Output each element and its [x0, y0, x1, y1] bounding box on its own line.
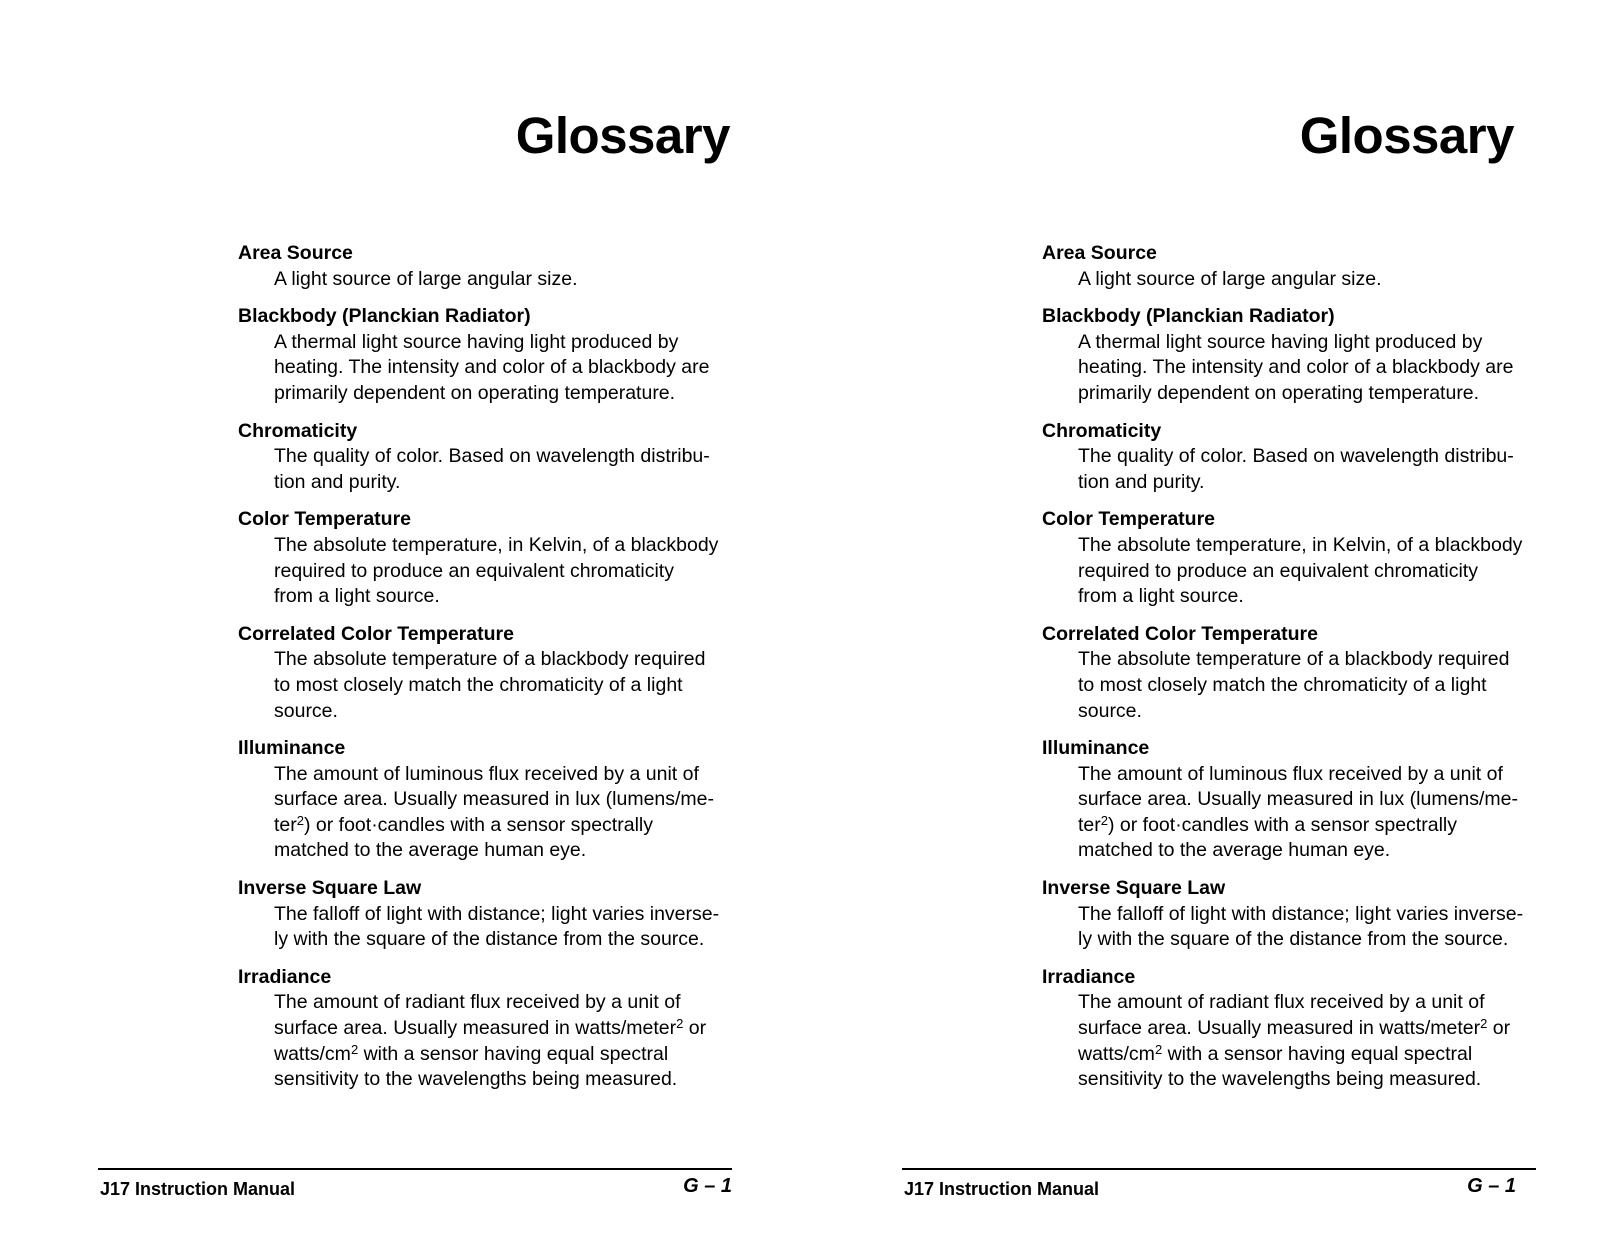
definition-line: The amount of luminous flux received by a unit of	[274, 762, 699, 785]
definition-line: watts/$cm^2$ with a sensor having equal spectral	[274, 1041, 669, 1065]
definition-line: heating. The intensity and color of a blackbody are	[274, 356, 710, 379]
definition-line: surface area. Usually measured in watts/meter$^2$ or	[274, 1016, 707, 1040]
definition-line: A thermal light source having light produced by	[274, 330, 679, 353]
glossary-term: Area Source	[1042, 242, 1157, 264]
glossary-term: Correlated Color Temperature	[1042, 622, 1318, 645]
definition-line: to most closely match the chromaticity of a light	[274, 673, 683, 696]
glossary-term: Inverse Square Law	[1042, 877, 1226, 900]
definition-line: tion and purity.	[274, 470, 401, 493]
glossary-entry	[1042, 736, 1562, 864]
glossary-term: Color Temperature	[1042, 508, 1216, 531]
definition-line: The falloff of light with distance; light varies inverse-	[274, 902, 720, 925]
glossary-definition	[1078, 647, 1562, 724]
definition-line: to most closely match the chromaticity of a light	[1078, 673, 1487, 696]
glossary-list	[1042, 241, 1562, 1105]
glossary-definition	[274, 902, 758, 953]
glossary-term: Color Temperature	[238, 508, 412, 531]
definition-line: tion and purity.	[1078, 470, 1205, 493]
definition-line: The amount of radiant flux received by a unit of	[1078, 991, 1485, 1014]
glossary-definition	[1078, 444, 1562, 495]
definition-line: A thermal light source having light produced by	[1078, 330, 1483, 353]
glossary-definition	[274, 267, 758, 293]
definition-line: ter$^2$) or foot·candles with a sensor spectrally	[1078, 812, 1457, 836]
glossary-definition	[274, 990, 758, 1092]
definition-line: The quality of color. Based on wavelength distribu-	[1078, 445, 1514, 468]
glossary-term: Illuminance	[238, 737, 346, 760]
definition-line: sensitivity to the wavelengths being measured.	[1078, 1068, 1482, 1091]
definition-line: The amount of luminous flux received by a unit of	[1078, 762, 1503, 785]
glossary-definition	[1078, 267, 1562, 293]
glossary-term: Irradiance	[1042, 965, 1136, 988]
definition-line: The absolute temperature, in Kelvin, of a blackbody	[274, 533, 719, 556]
glossary-definition	[274, 762, 758, 864]
definition-line: surface area. Usually measured in watts/meter$^2$ or	[1078, 1016, 1511, 1040]
definition-line: A light source of large angular size.	[274, 267, 578, 290]
glossary-term: Illuminance	[1042, 737, 1150, 760]
definition-line: source.	[1078, 699, 1142, 722]
definition-line: The falloff of light with distance; light varies inverse-	[1078, 902, 1524, 925]
definition-line: sensitivity to the wavelengths being measured.	[274, 1068, 678, 1091]
page-title: Glossary	[515, 107, 730, 164]
definition-line: heating. The intensity and color of a blackbody are	[1078, 356, 1514, 379]
definition-line: required to produce an equivalent chromaticity	[1078, 559, 1478, 582]
glossary-list	[238, 241, 758, 1105]
footer-page-number: G – 1	[683, 1175, 732, 1197]
definition-line: surface area. Usually measured in lux (lumens/me-	[1078, 788, 1519, 811]
footer-page-number: G – 1	[1467, 1175, 1516, 1197]
glossary-entry	[1042, 965, 1562, 1093]
glossary-term: Blackbody (Planckian Radiator)	[238, 305, 531, 328]
glossary-definition	[274, 444, 758, 495]
footer-divider	[902, 1168, 1536, 1170]
glossary-entry	[238, 507, 758, 609]
glossary-term: Irradiance	[238, 965, 332, 988]
definition-line: ter$^2$) or foot·candles with a sensor spectrally	[274, 812, 653, 836]
glossary-entry	[1042, 622, 1562, 724]
definition-line: matched to the average human eye.	[1078, 839, 1391, 862]
glossary-entry	[238, 736, 758, 864]
glossary-entry	[238, 622, 758, 724]
definition-line: The absolute temperature of a blackbody required	[1078, 648, 1510, 671]
glossary-definition	[274, 330, 758, 407]
glossary-entry	[238, 241, 758, 292]
definition-line: matched to the average human eye.	[274, 839, 587, 862]
glossary-definition	[1078, 990, 1562, 1092]
definition-line: primarily dependent on operating temperature.	[274, 381, 676, 404]
footer-manual-name: J17 Instruction Manual	[904, 1179, 1100, 1199]
glossary-entry	[1042, 241, 1562, 292]
glossary-definition	[1078, 902, 1562, 953]
glossary-entry	[1042, 419, 1562, 496]
glossary-definition	[274, 533, 758, 610]
definition-line: from a light source.	[274, 585, 440, 608]
glossary-term: Inverse Square Law	[238, 877, 422, 900]
definition-line: The absolute temperature, in Kelvin, of a blackbody	[1078, 533, 1523, 556]
definition-line: The amount of radiant flux received by a unit of	[274, 991, 681, 1014]
definition-line: watts/$cm^2$ with a sensor having equal spectral	[1078, 1041, 1473, 1065]
glossary-entry	[238, 419, 758, 496]
definition-line: required to produce an equivalent chromaticity	[274, 559, 674, 582]
glossary-term: Blackbody (Planckian Radiator)	[1042, 305, 1335, 328]
footer-manual-name: J17 Instruction Manual	[100, 1179, 296, 1199]
glossary-definition	[1078, 533, 1562, 610]
glossary-term: Area Source	[238, 242, 353, 264]
definition-line: The quality of color. Based on wavelength distribu-	[274, 445, 710, 468]
definition-line: primarily dependent on operating temperature.	[1078, 381, 1480, 404]
document-page-right	[800, 0, 1600, 1237]
glossary-entry	[1042, 507, 1562, 609]
glossary-definition	[1078, 330, 1562, 407]
definition-line: ly with the square of the distance from the source.	[274, 928, 705, 951]
glossary-term: Chromaticity	[1042, 419, 1162, 442]
glossary-definition	[1078, 762, 1562, 864]
definition-line: from a light source.	[1078, 585, 1244, 608]
definition-line: The absolute temperature of a blackbody required	[274, 648, 706, 671]
glossary-term: Chromaticity	[238, 419, 358, 442]
glossary-entry	[1042, 876, 1562, 953]
page-title: Glossary	[1299, 107, 1514, 164]
definition-line: ly with the square of the distance from the source.	[1078, 928, 1509, 951]
glossary-entry	[238, 876, 758, 953]
definition-line: A light source of large angular size.	[1078, 267, 1382, 290]
glossary-definition	[274, 647, 758, 724]
glossary-entry	[238, 965, 758, 1093]
footer-divider	[98, 1168, 732, 1170]
definition-line: surface area. Usually measured in lux (lumens/me-	[274, 788, 715, 811]
glossary-entry	[1042, 304, 1562, 406]
glossary-entry	[238, 304, 758, 406]
definition-line: source.	[274, 699, 338, 722]
glossary-term: Correlated Color Temperature	[238, 622, 514, 645]
